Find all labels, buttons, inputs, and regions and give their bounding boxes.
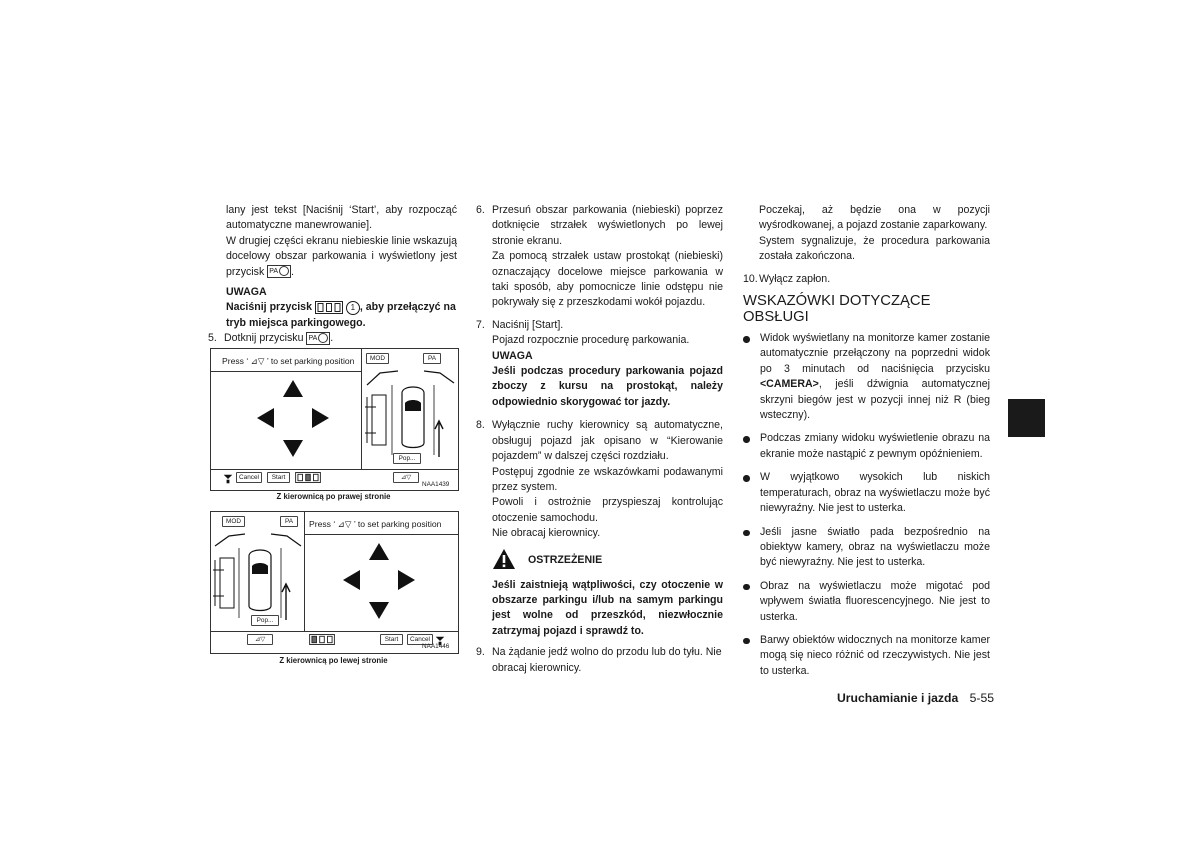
arrow-left-icon-2: [343, 570, 360, 590]
arrow-right-icon: [312, 408, 329, 428]
step-5-number: 5.: [208, 332, 217, 344]
step-8-text-4: Nie obracaj kierownicy.: [492, 527, 601, 540]
bullet-3: [743, 470, 990, 516]
warning-triangle-icon: [492, 548, 516, 570]
parking-target-rect-2: [220, 558, 234, 608]
bullet-1: [743, 331, 990, 423]
bullet-2-text: Podczas zmiany widoku wyświetlenie obrazu na ekranie może nastąpić z pewnym opóźnieniem.: [760, 432, 990, 460]
step-7-text-2: Pojazd rozpocznie procedurę parkowania.: [492, 334, 690, 347]
pop-button[interactable]: Pop...: [393, 453, 421, 464]
step-8: [476, 418, 723, 541]
step-10: [743, 272, 990, 287]
bullet-2: [743, 431, 990, 462]
direction-arrows: [211, 372, 361, 469]
arrow-up-icon-2: [369, 543, 389, 560]
note-text-b: , aby przełączyć na tryb miejsca parkingowego.: [226, 301, 456, 329]
parking-screen-right-hand-drive: [210, 348, 459, 491]
footer-section-title: Uruchamianie i jazda: [837, 691, 959, 705]
arrow-left-icon: [257, 408, 274, 428]
callout-1: 1: [346, 301, 360, 315]
chapter-tab: [1008, 399, 1045, 437]
step-7-text: Naciśnij [Start].: [492, 318, 564, 331]
car-top-view: [362, 365, 458, 467]
parking-target-rect: [372, 395, 386, 445]
step-5: 5. Dotknij przycisku PA .: [208, 331, 464, 346]
step-8-text-2: Postępuj zgodnie ze wskazówkami podawanymi przez system.: [492, 465, 723, 493]
view-switch-icon-2[interactable]: [309, 634, 335, 645]
note-text-left: [226, 300, 457, 331]
mod-button-2[interactable]: MOD: [222, 516, 245, 527]
step-9: [476, 645, 723, 676]
figure-1-caption: Z kierownicą po prawej stronie: [276, 492, 391, 501]
pa-button-icon-2: [306, 332, 330, 345]
parking-mode-switch-icon: [315, 301, 343, 314]
step-10-number: 10.: [743, 272, 758, 285]
bullet-6: [743, 633, 990, 679]
arrow-right-icon-2: [398, 570, 415, 590]
pa-button[interactable]: PA: [423, 353, 441, 364]
bullet-4-text: Jeśli jasne światło pada bezpośrednio na obiektyw kamery, obraz na wyświetlaczu może być niewyraźny. Nie jest to usterka.: [760, 525, 990, 569]
continued-text: [743, 203, 990, 265]
warning-text: Jeśli zaistnieją wątpliwości, czy otoczenie w obszarze parkingu i/lub na samym parkingu jest wolne od przeszkód, niezwłocznie zatrzymaj pojazd i sprawdź to.: [492, 578, 723, 637]
bullet-1-text-a: Widok wyświetlany na monitorze kamer zostanie automatycznie przełączony na poprzedni widok po 3 minutach od naciśnięcia przycisku: [760, 332, 990, 375]
note-title-left: UWAGA: [226, 286, 267, 299]
camera-button-label: <CAMERA>: [760, 378, 819, 391]
step-8-text: Wyłącznie ruchy kierownicy są automatyczne, obsługuj pojazd jak opisano w “Kierowanie pojazdem” w dalszej części rozdziału.: [492, 419, 723, 463]
step-8-text-3: Powoli i ostrożnie przyspieszaj kontrolując otoczenie samochodu.: [492, 496, 723, 524]
page-number: 5-55: [969, 691, 995, 705]
figure-code-2: NAA1446: [422, 643, 450, 650]
warning-header: [492, 548, 723, 574]
right-column: [743, 203, 990, 687]
parking-screen-left-hand-drive: [210, 511, 459, 654]
continued-text-2: System sygnalizuje, że procedura parkowania została zakończona.: [759, 234, 990, 263]
continued-text-1: Poczekaj, aż będzie ona w pozycji wyśrodkowanej, a pojazd zostanie zaparkowany.: [759, 204, 990, 232]
left-column: [226, 203, 457, 331]
bullet-4: [743, 525, 990, 571]
note-middle: [476, 349, 723, 411]
bullet-1-text-b: , jeśli dźwignia automatycznej skrzyni biegów jest w pozycji innej niż R (bieg wsteczny).: [760, 378, 990, 422]
bullet-5-text: Obraz na wyświetlaczu może migotać pod wpływem światła fluorescencyjnego. Nie jest to usterka.: [760, 579, 990, 623]
page-footer: [837, 691, 994, 705]
arrow-down-icon: [283, 440, 303, 457]
intro-text-1: lany jest tekst [Naciśnij ‘Start’, aby rozpocząć automatyczne manewrowanie].: [226, 204, 457, 232]
note-title-middle: UWAGA: [492, 349, 533, 362]
set-position-prompt-2: Press ‘ ⊿▽ ’ to set parking position: [309, 519, 442, 529]
step-9-text: Na żądanie jedź wolno do przodu lub do tyłu. Nie obracaj kierownicy.: [492, 646, 722, 674]
step-6-number: 6.: [476, 204, 485, 216]
bullet-6-text: Barwy obiektów widocznych na monitorze kamer mogą się nieco różnić od rzeczywistych. Nie jest to usterka.: [760, 633, 990, 677]
warning-title: OSTRZEŻENIE: [528, 553, 603, 566]
pop-button-2[interactable]: Pop...: [251, 615, 279, 626]
arrow-up-icon: [283, 380, 303, 397]
bottom-bar-divider: [211, 469, 458, 470]
step-6: [476, 203, 723, 311]
start-button[interactable]: Start: [267, 472, 290, 483]
bottom-bar-divider-2: [211, 631, 458, 632]
intro-text-2-wrap: W drugiej części ekranu niebieskie linie wskazują docelowy obszar parkowania i wyświetlony jest przycisk PA .: [226, 234, 457, 278]
cancel-button-2[interactable]: Cancel: [407, 634, 433, 645]
note-text-middle: Jeśli podczas procedury parkowania pojazd zboczy z kursu na prostokąt, należy odpowiednio skorygować tor jazdy.: [492, 365, 723, 408]
bullet-3-text: W wyjątkowo wysokich lub niskich temperaturach, obraz na wyświetlaczu może być niewyraźny. Nie jest to usterka.: [760, 471, 990, 515]
step-5-text: Dotknij przycisku: [224, 332, 304, 344]
step-10-text: Wyłącz zapłon.: [759, 272, 831, 285]
figure-2-caption: Z kierownicą po lewej stronie: [279, 656, 388, 665]
pa-icon-label: PA: [269, 268, 279, 276]
start-button-2[interactable]: Start: [380, 634, 403, 645]
middle-column: [476, 203, 723, 676]
figure-code: NAA1439: [422, 481, 450, 488]
step-7: [476, 318, 723, 349]
cancel-button[interactable]: Cancel: [236, 472, 262, 483]
arrow-down-icon-2: [369, 602, 389, 619]
step-9-number: 9.: [476, 646, 485, 659]
section-heading: WSKAZÓWKI DOTYCZĄCE OBSŁUGI: [743, 293, 931, 326]
car-top-view-2: [211, 528, 304, 628]
adjust-button[interactable]: ⊿▽: [393, 472, 419, 483]
note-text-a: Naciśnij przycisk: [226, 301, 312, 314]
pa-button-icon: [267, 265, 291, 278]
warning-block: [476, 548, 723, 640]
adjust-button-2[interactable]: ⊿▽: [247, 634, 273, 645]
step-8-number: 8.: [476, 419, 485, 432]
mod-button[interactable]: MOD: [366, 353, 389, 364]
pa-button-2[interactable]: PA: [280, 516, 298, 527]
bullet-5: [743, 579, 990, 625]
step-7-number: 7.: [476, 318, 485, 331]
pa-icon-label-2: PA: [308, 334, 318, 342]
intro-text-2: W drugiej części ekranu niebieskie linie wskazują docelowy obszar parkowania i wyświetlony jest przycisk: [226, 234, 457, 278]
set-position-prompt: Press ‘ ⊿▽ ’ to set parking position: [222, 356, 355, 366]
step-6-text-2: Za pomocą strzałek ustaw prostokąt (niebieski) oznaczający docelowe miejsce parkowania w taki sposób, aby pomocnicze linie odstępu nie pokrywały się z przeszkodami wokół pojazdu.: [492, 250, 723, 309]
step-6-text: Przesuń obszar parkowania (niebieski) poprzez dotknięcie strzałek wyświetlonych po lewej stronie ekranu.: [492, 204, 723, 247]
steering-icon: [223, 473, 233, 485]
view-switch-icon[interactable]: [295, 472, 321, 483]
direction-arrows-2: [305, 535, 458, 631]
